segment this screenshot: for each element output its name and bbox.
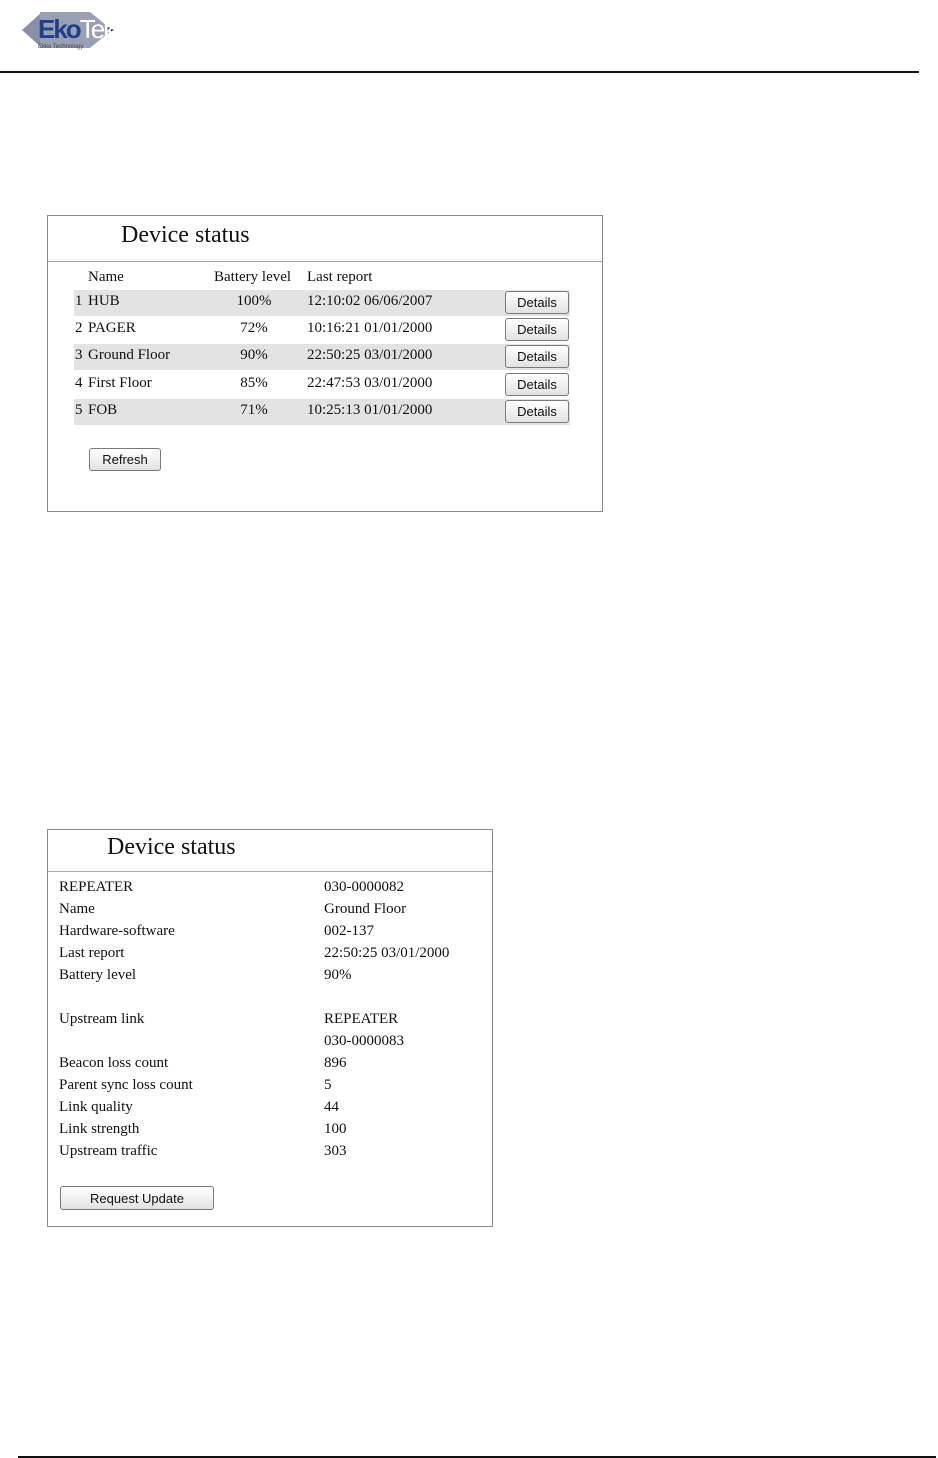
device-list-title: Device status — [121, 222, 250, 248]
column-header-last-report: Last report — [307, 269, 373, 285]
table-row — [74, 399, 570, 425]
column-header-battery: Battery level — [214, 269, 292, 285]
title-divider — [48, 871, 492, 872]
battery-level: 71% — [240, 402, 268, 418]
field-label-device-type: REPEATER — [59, 879, 134, 895]
table-row — [74, 317, 570, 343]
device-detail-panel — [47, 829, 493, 1227]
field-value-link-quality: 44 — [324, 1099, 339, 1115]
device-list-panel — [47, 215, 603, 512]
logo-tagline: Ekko Technology — [38, 44, 84, 50]
device-detail-title: Device status — [107, 834, 236, 860]
field-value-device-id: 030-0000082 — [324, 879, 404, 895]
field-label-link-strength: Link strength — [59, 1121, 140, 1137]
last-report: 12:10:02 06/06/2007 — [307, 293, 433, 309]
request-update-button[interactable]: Request Update — [60, 1186, 214, 1210]
details-button[interactable]: Details — [505, 318, 569, 341]
field-label-upstream-link: Upstream link — [59, 1011, 145, 1027]
details-button[interactable]: Details — [505, 345, 569, 368]
field-value-last-report: 22:50:25 03/01/2000 — [324, 945, 450, 961]
battery-level: 90% — [240, 347, 268, 363]
table-row — [74, 290, 570, 316]
ekotek-logo — [20, 6, 120, 56]
field-label-last-report: Last report — [59, 945, 125, 961]
field-label-name: Name — [59, 901, 95, 917]
table-row — [74, 344, 570, 370]
device-name: HUB — [88, 293, 120, 309]
last-report: 22:47:53 03/01/2000 — [307, 375, 433, 391]
details-button[interactable]: Details — [505, 400, 569, 423]
device-name: First Floor — [88, 375, 152, 391]
title-divider — [48, 261, 602, 262]
row-number: 5 — [75, 402, 83, 418]
row-number: 2 — [75, 320, 83, 336]
details-button[interactable]: Details — [505, 291, 569, 314]
logo-word: Eko — [38, 14, 80, 44]
field-label-battery-level: Battery level — [59, 967, 137, 983]
field-value-battery-level: 90% — [324, 967, 352, 983]
field-label-hardware-software: Hardware-software — [59, 923, 175, 939]
logo-word-tail: Tek — [79, 14, 115, 44]
field-value-upstream-link-type: REPEATER — [324, 1011, 399, 1027]
last-report: 10:16:21 01/01/2000 — [307, 320, 433, 336]
battery-level: 100% — [236, 293, 272, 309]
last-report: 10:25:13 01/01/2000 — [307, 402, 433, 418]
device-name: FOB — [88, 402, 118, 418]
last-report: 22:50:25 03/01/2000 — [307, 347, 433, 363]
row-number: 1 — [75, 293, 83, 309]
table-row — [74, 372, 570, 398]
field-value-parent-sync-loss-count: 5 — [324, 1077, 332, 1093]
column-header-name: Name — [88, 269, 124, 285]
row-number: 3 — [75, 347, 83, 363]
field-value-beacon-loss-count: 896 — [324, 1055, 347, 1071]
field-value-upstream-traffic: 303 — [324, 1143, 347, 1159]
details-button[interactable]: Details — [505, 373, 569, 396]
field-value-hardware-software: 002-137 — [324, 923, 374, 939]
logo-wordmark — [38, 14, 114, 45]
field-value-upstream-link-id: 030-0000083 — [324, 1033, 404, 1049]
battery-level: 72% — [240, 320, 268, 336]
row-number: 4 — [75, 375, 83, 391]
device-name: Ground Floor — [88, 347, 171, 363]
field-value-name: Ground Floor — [324, 901, 407, 917]
device-name: PAGER — [88, 320, 136, 336]
field-label-parent-sync-loss-count: Parent sync loss count — [59, 1077, 193, 1093]
refresh-button[interactable]: Refresh — [89, 448, 161, 471]
field-label-upstream-traffic: Upstream traffic — [59, 1143, 158, 1159]
field-label-link-quality: Link quality — [59, 1099, 133, 1115]
field-label-beacon-loss-count: Beacon loss count — [59, 1055, 169, 1071]
field-value-link-strength: 100 — [324, 1121, 347, 1137]
header-divider — [0, 71, 919, 73]
battery-level: 85% — [240, 375, 268, 391]
